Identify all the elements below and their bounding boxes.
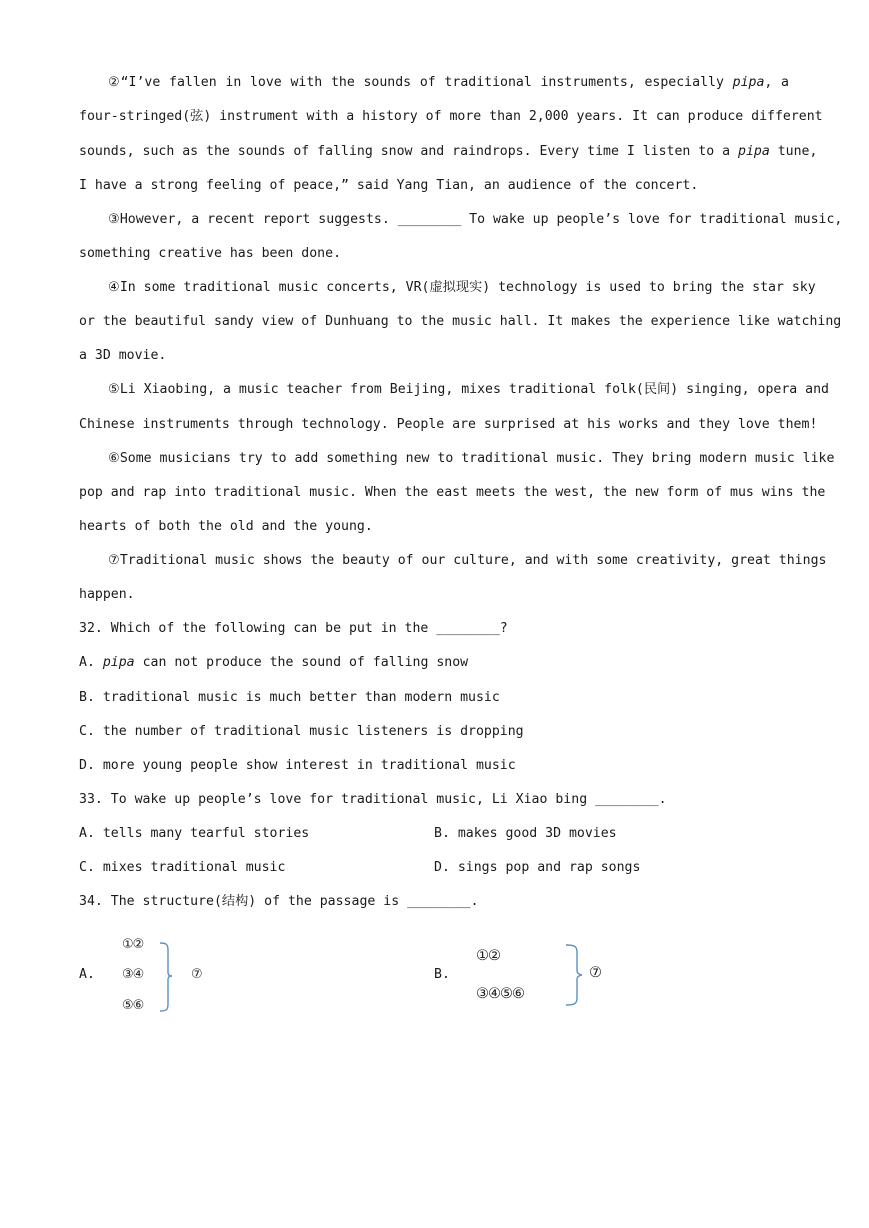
question-32-option-b[interactable]: B. traditional music is much better than modern music: [79, 690, 500, 705]
passage-p3-line1: ③However, a recent report suggests. ________ To wake up people’s love for traditional music,: [108, 212, 843, 227]
diagram-b-group-2: ③④⑤⑥: [476, 986, 524, 1002]
question-33-option-d[interactable]: D. sings pop and rap songs: [434, 860, 641, 875]
passage-p4-line1: ④In some traditional music concerts, VR(虚拟现实) technology is used to bring the star sky: [108, 280, 816, 295]
diagram-a-result: ⑦: [191, 967, 202, 982]
question-32-option-d[interactable]: D. more young people show interest in traditional music: [79, 758, 516, 773]
passage-p2-line1: ②“I’ve fallen in love with the sounds of traditional instruments, especially pipa, a: [108, 75, 789, 90]
option-b-label: B.: [434, 967, 450, 982]
passage-p3-line2: something creative has been done.: [79, 246, 342, 261]
passage-p4-line3: a 3D movie.: [79, 348, 167, 363]
diagram-a-group-3: ⑤⑥: [122, 998, 144, 1013]
question-34-stem: 34. The structure(结构) of the passage is ________.: [79, 894, 479, 909]
option-a-label: A.: [79, 967, 95, 982]
passage-p4-line2: or the beautiful sandy view of Dunhuang to the music hall. It makes the experience like watching: [79, 314, 842, 329]
question-33-option-c[interactable]: C. mixes traditional music: [79, 860, 286, 875]
diagram-a-bracket: [158, 942, 178, 1014]
passage-p6-line3: hearts of both the old and the young.: [79, 519, 373, 534]
diagram-b-result: ⑦: [589, 965, 601, 981]
passage-p6-line1: ⑥Some musicians try to add something new to traditional music. They bring modern music like: [108, 451, 835, 466]
passage-p2-line3: sounds, such as the sounds of falling snow and raindrops. Every time I listen to a pipa tune,: [79, 144, 818, 159]
question-32-stem: 32. Which of the following can be put in the ________?: [79, 621, 508, 636]
passage-p5-line1: ⑤Li Xiaobing, a music teacher from Beijing, mixes traditional folk(民间) singing, opera and: [108, 382, 829, 397]
diagram-a-group-2: ③④: [122, 967, 144, 982]
passage-p7-line1: ⑦Traditional music shows the beauty of our culture, and with some creativity, great things: [108, 553, 827, 568]
question-32-option-c[interactable]: C. the number of traditional music listeners is dropping: [79, 724, 524, 739]
passage-p2-line2: four-stringed(弦) instrument with a history of more than 2,000 years. It can produce different: [79, 109, 823, 124]
passage-p7-line2: happen.: [79, 587, 135, 602]
question-33-option-a[interactable]: A. tells many tearful stories: [79, 826, 310, 841]
question-32-option-a[interactable]: A. pipa can not produce the sound of falling snow: [79, 655, 469, 670]
diagram-b-group-1: ①②: [476, 948, 500, 964]
diagram-a-group-1: ①②: [122, 937, 144, 952]
pipa-italic: pipa: [732, 75, 765, 90]
passage-p6-line2: pop and rap into traditional music. When the east meets the west, the new form of mus wins the: [79, 485, 826, 500]
question-33-stem: 33. To wake up people’s love for traditional music, Li Xiao bing ________.: [79, 792, 667, 807]
passage-p5-line2: Chinese instruments through technology. People are surprised at his works and they love them!: [79, 417, 818, 432]
pipa-italic: pipa: [738, 144, 770, 159]
diagram-b-bracket: [564, 944, 588, 1008]
passage-p2-line4: I have a strong feeling of peace,” said Yang Tian, an audience of the concert.: [79, 178, 699, 193]
question-33-option-b[interactable]: B. makes good 3D movies: [434, 826, 617, 841]
